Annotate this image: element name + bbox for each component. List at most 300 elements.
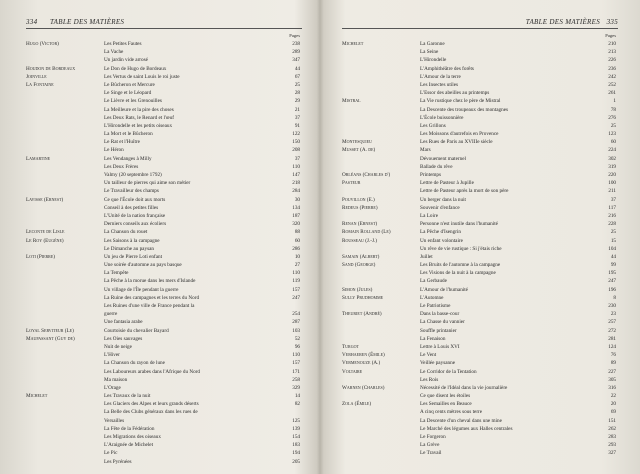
toc-title: Une fantasia arabe [104, 319, 143, 326]
toc-entry [26, 155, 302, 163]
toc-entry [342, 302, 618, 310]
toc-page-number: 281 [608, 335, 616, 342]
toc-entry [342, 417, 618, 425]
toc-title: Souvenir d'enfance [420, 204, 460, 211]
toc-entry [26, 433, 302, 441]
toc-author: Redeus (Pierre) [342, 204, 378, 211]
toc-entry [26, 458, 302, 466]
toc-author: Theuriet (André) [342, 311, 382, 318]
toc-page-number: 25 [294, 81, 300, 88]
toc-entry [342, 327, 618, 335]
toc-page-number: 272 [608, 327, 616, 334]
toc-title: La Fenaison [420, 335, 446, 342]
toc-entry [26, 277, 302, 285]
toc-entry [342, 114, 618, 122]
toc-title: Les Pyrénées [104, 458, 132, 465]
toc-title: Le Vent [420, 352, 437, 359]
toc-page-number: 283 [608, 434, 616, 440]
toc-entry [26, 392, 302, 400]
toc-page-number: 37 [610, 196, 616, 203]
right-entries [342, 40, 618, 458]
toc-title: Le Travail [420, 450, 442, 457]
toc-entry [26, 146, 302, 154]
toc-title: La Meilleure et la pire des choses [104, 106, 174, 113]
toc-entry [342, 122, 618, 130]
toc-entry [26, 40, 302, 48]
toc-author: Rousseau (J.-J.) [342, 237, 378, 244]
toc-page-number: 30 [294, 196, 300, 203]
toc-entry [342, 89, 618, 97]
toc-title: L'Amour de l'humanité [420, 286, 468, 293]
toc-page-number: 44 [294, 65, 300, 72]
toc-page-number: 252 [608, 81, 616, 88]
toc-entry [342, 294, 618, 302]
toc-title: Ce que l'École doit aux morts [104, 196, 166, 203]
toc-title: Ballade du rêve [420, 163, 453, 170]
toc-title: La Gerbaude [420, 278, 447, 285]
toc-page-number: 302 [608, 155, 616, 162]
toc-author: Warnen (Charles) [342, 384, 385, 391]
toc-page-number: 1 [613, 98, 616, 105]
toc-page-number: 305 [608, 376, 616, 383]
toc-title: Le Dimanche au paysan [104, 245, 154, 252]
toc-title: Le Travailleur des champs [104, 188, 159, 195]
toc-page-number: 25 [610, 122, 616, 129]
toc-page-number: 110 [292, 163, 300, 170]
toc-title: Le Corridor de la Tentation [420, 368, 477, 375]
toc-title: Les Rois [420, 376, 439, 383]
toc-page-number: 196 [608, 286, 616, 293]
toc-title: L'Hiver [104, 352, 120, 359]
toc-entry [26, 48, 302, 56]
toc-entry [342, 196, 618, 204]
toc-page-number: 103 [292, 327, 300, 334]
right-page [342, 0, 618, 474]
toc-page-number: 224 [608, 147, 616, 154]
toc-page-number: 327 [608, 450, 616, 457]
toc-page-number: 37 [294, 155, 300, 162]
toc-page-number: 213 [608, 49, 616, 56]
toc-page-number: 139 [292, 425, 300, 432]
toc-author: Hugo (Victor) [26, 41, 59, 47]
toc-entry [26, 343, 302, 351]
toc-page-number: 247 [292, 294, 300, 301]
toc-title: Le Marché des légumes aux Halles centrales [420, 425, 513, 432]
toc-entry [342, 163, 618, 171]
toc-entry [342, 400, 618, 408]
toc-entry [26, 56, 302, 64]
toc-page-number: 228 [608, 221, 616, 228]
toc-title: Le Pic [104, 450, 118, 457]
toc-entry [26, 384, 302, 392]
toc-author: Vermenouze (A.) [342, 360, 381, 367]
toc-entry [342, 65, 618, 73]
toc-page-number: 226 [608, 57, 616, 64]
toc-page-number: 261 [608, 90, 616, 97]
toc-page-number: 124 [608, 343, 616, 350]
toc-title: Les Travaux de la nuit [104, 393, 151, 400]
toc-title: Le Don de Hugo de Bordeaux [104, 65, 167, 72]
toc-page-number: 157 [292, 360, 300, 367]
toc-page-number: 44 [610, 253, 616, 260]
toc-entry [26, 425, 302, 433]
toc-entry [342, 368, 618, 376]
toc-page-number: 76 [610, 352, 616, 359]
toc-title: Le Bûcheron et Mercure [104, 81, 155, 88]
toc-title: La Tempête [104, 270, 129, 277]
toc-page-number: 67 [294, 73, 300, 80]
toc-page-number: 69 [610, 409, 616, 416]
toc-entry [26, 114, 302, 122]
toc-entry [26, 335, 302, 343]
toc-page-number: 91 [294, 122, 300, 129]
left-pages-label: Pages [289, 33, 300, 38]
toc-entry [342, 40, 618, 48]
toc-title: Les Petites Fautes [104, 41, 142, 47]
toc-entry [26, 106, 302, 114]
left-page-number: 334 [26, 18, 38, 26]
right-running-title: TABLE DES MATIÈRES [525, 18, 600, 26]
toc-title: La Mort et le Bûcheron [104, 131, 153, 138]
toc-page-number: 316 [608, 384, 616, 391]
toc-entry [342, 220, 618, 228]
toc-entry [342, 97, 618, 105]
toc-entry [26, 327, 302, 335]
toc-title: Un enfant volontaire [420, 237, 463, 244]
toc-page-number: 254 [292, 311, 300, 318]
toc-title: Un rêve de vie rustique : Si j'étais riche [420, 245, 502, 252]
toc-entry [342, 318, 618, 326]
toc-entry [342, 245, 618, 253]
toc-entry [26, 261, 302, 269]
toc-author: Renan (Ernest) [342, 221, 378, 228]
toc-title: La Ruine des campagnes et les terres du Nord [104, 294, 200, 301]
toc-entry [26, 449, 302, 457]
toc-entry [26, 400, 302, 408]
toc-page-number: 195 [608, 270, 616, 277]
toc-page-number: 28 [294, 90, 300, 97]
toc-page-number: 289 [292, 49, 300, 56]
toc-title: Lettre à Louis XVI [420, 343, 460, 350]
toc-entry [26, 286, 302, 294]
toc-author: Mistral [342, 98, 361, 105]
toc-title: Nuit de neige [104, 343, 132, 350]
toc-title: L'Essor des abeilles au printemps [420, 90, 490, 97]
toc-entry [26, 65, 302, 73]
toc-page-number: 89 [610, 360, 616, 367]
toc-entry [26, 237, 302, 245]
toc-title: Souffle printanier [420, 327, 457, 334]
toc-entry [26, 89, 302, 97]
toc-page-number: 151 [608, 417, 616, 424]
toc-page-number: 25 [610, 229, 616, 236]
toc-page-number: 287 [292, 319, 300, 326]
toc-entry [26, 245, 302, 253]
toc-title: Conseil à des petites filles [104, 204, 159, 211]
toc-author: Montesquieu [342, 139, 372, 146]
toc-title: Une soirée d'automne au pays basque [104, 262, 182, 269]
toc-title: Les Glaciers des Alpes et leurs grands déserts [104, 401, 199, 408]
toc-page-number: 123 [608, 131, 616, 138]
toc-title: Lettre de Pasteur après la mort de son père [420, 188, 509, 195]
toc-title: L'Amphithéâtre des forêts [420, 65, 474, 72]
toc-title: Dévouement maternel [420, 155, 466, 162]
toc-page-number: 60 [610, 139, 616, 146]
toc-entry [26, 122, 302, 130]
toc-title: La Vie rustique chez le père de Mistral [420, 98, 501, 105]
toc-page-number: 88 [294, 229, 300, 236]
toc-title: Ma maison [104, 376, 128, 383]
toc-title: Les Oies sauvages [104, 335, 143, 342]
toc-author: La Fontaine [26, 81, 54, 88]
toc-author: Houdon de Bordeaux [26, 65, 76, 72]
toc-entry [342, 106, 618, 114]
toc-page-number: 230 [608, 303, 616, 309]
toc-title: Personne n'est inutile dans l'humanité [420, 221, 498, 228]
toc-entry [342, 81, 618, 89]
toc-title: Juillet [420, 253, 433, 260]
toc-author: Loti (Pierre) [26, 253, 56, 260]
toc-author: Pouvillon (E.) [342, 196, 375, 203]
toc-title: L'Hirondelle et les petits oiseaux [104, 122, 173, 129]
toc-entry [342, 73, 618, 81]
toc-entry [342, 48, 618, 56]
toc-page-number: 238 [292, 41, 300, 47]
toc-entry [342, 335, 618, 343]
toc-author: Sully Prudhomme [342, 294, 384, 301]
toc-entry [342, 441, 618, 449]
toc-title: Nécessité de l'Idéal dans la vie journalière [420, 384, 508, 391]
toc-page-number: 293 [608, 442, 616, 449]
toc-title: Mars [420, 147, 431, 154]
right-head-rule [342, 28, 618, 29]
toc-page-number: 183 [292, 442, 300, 449]
toc-entry [342, 392, 618, 400]
toc-author: Maupassant (Guy de) [26, 335, 75, 342]
toc-entry [26, 417, 302, 425]
toc-page-number: 210 [608, 41, 616, 47]
toc-page-number: 329 [292, 384, 300, 391]
toc-title: Versailles [104, 417, 125, 424]
toc-title: L'Orage [104, 384, 121, 391]
toc-page-number: 122 [292, 131, 300, 138]
toc-title: La Pêche d'Isengrin [420, 229, 461, 236]
toc-entry [342, 155, 618, 163]
toc-entry [26, 97, 302, 105]
toc-page-number: 257 [608, 319, 616, 326]
toc-page-number: 96 [294, 343, 300, 350]
toc-page-number: 236 [608, 65, 616, 72]
toc-entry [26, 138, 302, 146]
toc-author: Zola (Émile) [342, 401, 372, 408]
toc-entry [26, 81, 302, 89]
toc-title: La Grève [420, 442, 440, 449]
toc-title: Les Deux Frères [104, 163, 139, 170]
toc-entry [26, 310, 302, 318]
toc-title: La Chanson du rouet [104, 229, 148, 236]
toc-page-number: 205 [292, 458, 300, 465]
toc-page-number: 147 [292, 172, 300, 178]
toc-page-number: 110 [292, 352, 300, 359]
toc-entry [342, 286, 618, 294]
toc-author: Michelet [26, 393, 48, 400]
toc-entry [26, 269, 302, 277]
toc-entry [26, 179, 302, 187]
toc-entry [342, 130, 618, 138]
toc-page-number: 100 [608, 180, 616, 187]
toc-title: Les Vertus de saint Louis le roi juste [104, 73, 180, 80]
toc-title: La Chasse du vannier [420, 319, 465, 326]
toc-title: Le Lièvre et les Grenouilles [104, 98, 162, 105]
toc-title: La Belle des Clubs généraux dans les rues de [104, 409, 198, 416]
toc-entry [342, 261, 618, 269]
toc-entry [26, 187, 302, 195]
toc-title: Les Visions de la nuit à la campagne [420, 270, 496, 277]
toc-title: A cinq cents mètres sous terre [420, 409, 483, 416]
toc-page-number: 15 [610, 237, 616, 244]
toc-page-number: 171 [292, 368, 300, 375]
toc-title: Les Grillons [420, 122, 446, 129]
toc-page-number: 320 [292, 221, 300, 228]
toc-author: Simon (Jules) [342, 286, 373, 293]
toc-title: Printemps [420, 172, 442, 178]
toc-title: Le Héron [104, 147, 124, 154]
toc-title: Veillée paysanne [420, 360, 455, 367]
left-entries [26, 40, 302, 466]
toc-author: Turgot [342, 343, 359, 350]
toc-page-number: 227 [608, 368, 616, 375]
toc-page-number: 276 [608, 114, 616, 121]
toc-entry [342, 310, 618, 318]
toc-page-number: 220 [608, 172, 616, 178]
toc-title: La Vache [104, 49, 124, 56]
toc-title: La Loire [420, 212, 439, 219]
toc-title: Un jeu de Pierre Loti enfant [104, 253, 163, 260]
toc-title: Les Semailles en Beauce [420, 401, 472, 408]
toc-title: Les Laboureurs arabes dans l'Afrique du Nord [104, 368, 201, 375]
toc-page-number: 208 [292, 147, 300, 154]
toc-page-number: 347 [292, 57, 300, 64]
toc-title: L'Unité de la nation française [104, 212, 166, 219]
toc-title: L'École buissonnière [420, 114, 464, 121]
toc-entry [26, 368, 302, 376]
toc-entry [26, 441, 302, 449]
toc-title: Courtoisie du chevalier Bayard [104, 327, 169, 334]
toc-entry [342, 237, 618, 245]
toc-title: Derniers conseils aux écoliers [104, 221, 167, 228]
toc-entry [26, 73, 302, 81]
toc-entry [342, 408, 618, 416]
toc-page-number: 10 [294, 253, 300, 260]
toc-page-number: 104 [608, 245, 616, 252]
toc-page-number: 20 [610, 401, 616, 408]
toc-author: Samain (Albert) [342, 253, 380, 260]
toc-title: Les Insectes utiles [420, 81, 459, 88]
toc-entry [342, 425, 618, 433]
toc-page-number: 258 [292, 376, 300, 383]
toc-title: L'Hirondelle [420, 57, 447, 64]
toc-title: Ce que disent les étoiles [420, 393, 471, 400]
toc-title: Un berger dans la nuit [420, 196, 467, 203]
toc-entry [342, 253, 618, 261]
toc-title: La Pêche à la morue dans les mers d'Islande [104, 278, 196, 285]
right-pages-label: Pages [605, 33, 616, 38]
toc-author: Orléans (Charles d') [342, 172, 391, 178]
toc-page-number: 119 [292, 278, 300, 285]
toc-author: Michelet [342, 41, 364, 47]
toc-title: L'Automne [420, 294, 444, 301]
toc-page-number: 14 [294, 393, 300, 400]
toc-page-number: 262 [608, 425, 616, 432]
toc-page-number: 150 [292, 139, 300, 146]
toc-page-number: 52 [294, 335, 300, 342]
toc-entry [26, 196, 302, 204]
toc-title: guerre [104, 311, 118, 318]
toc-entry [26, 253, 302, 261]
toc-author: Leconte de Lisle [26, 229, 65, 236]
toc-entry [26, 220, 302, 228]
toc-title: Les Bruits de l'automne à la campagne [420, 262, 501, 269]
toc-entry [342, 146, 618, 154]
toc-title: La Descente des troupeaux des montagnes [420, 106, 509, 113]
toc-page-number: 125 [292, 417, 300, 424]
toc-entry [26, 130, 302, 138]
toc-author: Pasteur [342, 180, 361, 187]
toc-page-number: 211 [608, 188, 616, 195]
toc-page-number: 78 [610, 106, 616, 113]
toc-title: Un village de l'Île pendant la guerre [104, 286, 179, 293]
toc-entry [342, 343, 618, 351]
toc-author: Lavisse (Ernest) [26, 196, 64, 203]
toc-title: L'Amour de la terre [420, 73, 461, 80]
toc-entry [342, 204, 618, 212]
toc-entry [26, 171, 302, 179]
toc-entry [26, 294, 302, 302]
toc-author: Le Roy (Eugène) [26, 237, 64, 244]
toc-page-number: 22 [610, 393, 616, 400]
toc-page-number: 157 [292, 286, 300, 293]
toc-title: La Chanson du rayon de lune [104, 360, 165, 367]
toc-title: Les Moissons d'autrefois en Provence [420, 131, 499, 138]
toc-entry [26, 163, 302, 171]
toc-page-number: 8 [613, 294, 616, 301]
toc-entry [342, 433, 618, 441]
toc-page-number: 194 [292, 450, 300, 457]
toc-entry [342, 359, 618, 367]
toc-title: Un jardin vide arrosé [104, 57, 148, 64]
toc-page-number: 187 [292, 212, 300, 219]
toc-title: Les Saisons à la campagne [104, 237, 160, 244]
toc-entry [342, 384, 618, 392]
toc-title: La Descente d'un cheval dans une mine [420, 417, 502, 424]
toc-author: Joinville [26, 73, 47, 80]
toc-author: Verhaeren (Émile) [342, 352, 385, 359]
toc-author: Lamartine [26, 155, 51, 162]
toc-entry [342, 179, 618, 187]
toc-title: Les Rues de Paris au XVIIIe siècle [420, 139, 493, 146]
toc-entry [342, 277, 618, 285]
toc-page-number: 286 [292, 245, 300, 252]
toc-page-number: 29 [294, 98, 300, 105]
toc-page-number: 23 [610, 311, 616, 318]
toc-page-number: 242 [608, 73, 616, 80]
toc-page-number: 82 [294, 401, 300, 408]
toc-author: Romain Rolland (Le) [342, 229, 391, 236]
toc-title: Lettre de Pasteur à Jupille [420, 180, 474, 187]
toc-author: Musset (A. de) [342, 147, 376, 154]
toc-entry [342, 171, 618, 179]
toc-page-number: 284 [292, 188, 300, 195]
